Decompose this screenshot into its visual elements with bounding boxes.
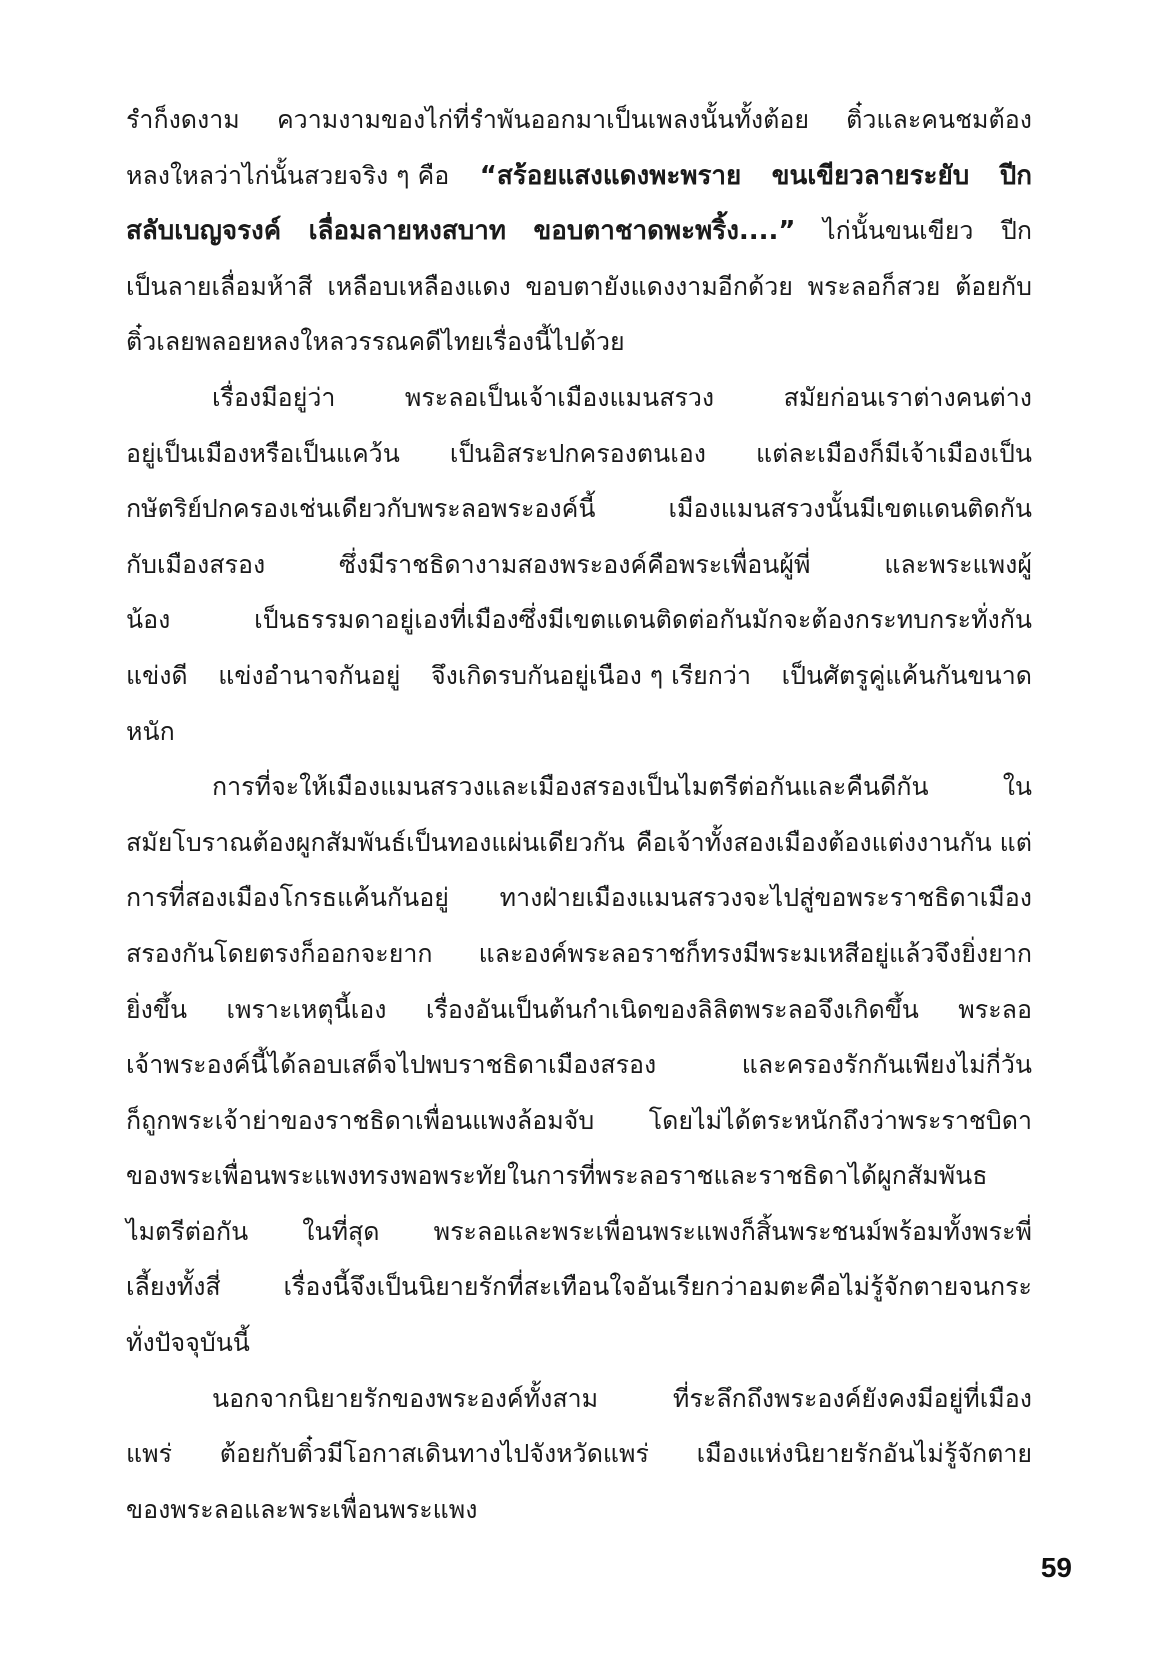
text-run: จึงเกิดรบกันอยู่เนือง ๆ เรียกว่า	[431, 660, 751, 690]
text-run: เป็นลายเลื่อมห้าสี	[126, 271, 313, 301]
text-run: การที่จะให้เมืองแมนสรวงและเมืองสรองเป็นไมตรีต่อกันและคืนดีกัน	[212, 772, 929, 802]
text-run: พระลอ	[958, 994, 1032, 1024]
text-run: น้อง	[126, 605, 171, 635]
text-line	[126, 148, 1032, 204]
quoted-bold-text: เลื่อมลายหงสบาท	[308, 216, 506, 247]
text-run: เมืองแมนสรวงนั้นมีเขตแดนติดกัน	[668, 494, 1032, 524]
text-run: ทั่งปัจจุบันนี้	[126, 1328, 250, 1358]
text-line	[126, 1093, 1032, 1149]
text-run: ต้อยกับ	[955, 271, 1032, 301]
text-run: เป็นอิสระปกครองตนเอง	[449, 438, 706, 468]
text-line	[126, 759, 1032, 815]
text-run: ติ๋วเลยพลอยหลงใหลวรรณคดีไทยเรื่องนี้ไปด้วย	[126, 327, 625, 357]
page-body-text	[126, 92, 1032, 1537]
text-run: ไมตรีต่อกัน	[126, 1216, 249, 1246]
text-run: สรองกันโดยตรงก็ออกจะยาก	[126, 938, 433, 968]
text-line	[126, 1426, 1032, 1482]
text-line	[126, 1148, 1032, 1204]
text-run: ทางฝ่ายเมืองแมนสรวงจะไปสู่ขอพระราชธิดาเมือง	[499, 883, 1032, 913]
text-run: ขอบตายังแดงงามอีกด้วย	[525, 271, 793, 301]
text-run: เหลือบเหลืองแดง	[327, 271, 511, 301]
text-line	[126, 870, 1032, 926]
text-line	[126, 92, 1032, 148]
text-run: ของพระเพื่อนพระแพงทรงพอพระทัยในการที่พระลอราชและราชธิดาได้ผูกสัมพันธ	[126, 1161, 988, 1191]
page-number: 59	[1040, 1552, 1072, 1583]
paragraph	[126, 92, 1032, 370]
text-line	[126, 704, 1032, 760]
text-line	[126, 815, 1032, 871]
text-run: ปีก	[1000, 216, 1032, 246]
text-run: แข่งดี	[126, 660, 188, 690]
text-line	[126, 1371, 1032, 1427]
text-run: แข่งอำนาจกันอยู่	[218, 660, 401, 690]
text-line	[126, 1037, 1032, 1093]
text-line	[126, 648, 1032, 704]
text-run: ของพระลอและพระเพื่อนพระแพง	[126, 1494, 478, 1524]
text-run: กษัตริย์ปกครองเช่นเดียวกับพระลอพระองค์นี้	[126, 494, 596, 524]
text-run: เลี้ยงทั้งสี่	[126, 1272, 221, 1302]
quoted-bold-text: สลับเบญจรงค์	[126, 216, 282, 247]
quoted-bold-text: ขนเขียวลายระยับ	[771, 160, 970, 191]
text-run: ความงามของไก่ที่รำพันออกมาเป็นเพลงนั้นทั้งต้อย	[276, 105, 809, 134]
text-run: โดยไม่ได้ตระหนักถึงว่าพระราชบิดา	[648, 1105, 1032, 1135]
text-run: พระลอก็สวย	[807, 271, 941, 301]
text-line	[126, 203, 1032, 259]
text-run: หนัก	[126, 716, 175, 746]
text-line	[126, 1482, 1032, 1538]
quoted-bold-text: ปีก	[999, 160, 1032, 191]
text-run: เรื่องนี้จึงเป็นนิยายรักที่สะเทือนใจอันเรียกว่าอมตะคือไม่รู้จักตายจนกระ	[283, 1272, 1032, 1302]
paragraph	[126, 370, 1032, 759]
text-run: พระลอและพระเพื่อนพระแพงก็สิ้นพระชนม์พร้อมทั้งพระพี่	[433, 1216, 1032, 1246]
text-line	[126, 926, 1032, 982]
text-line	[126, 1259, 1032, 1315]
text-line	[126, 537, 1032, 593]
text-run: หลงใหลว่าไก่นั้นสวยจริง ๆ คือ	[126, 160, 450, 190]
quoted-bold-text: ขอบตาชาดพะพริ้ง....”	[533, 216, 796, 247]
text-line	[126, 481, 1032, 537]
text-run: เรื่องมีอยู่ว่า	[212, 382, 336, 412]
text-run: และองค์พระลอราชก็ทรงมีพระมเหสีอยู่แล้วจึงยิ่งยาก	[478, 938, 1032, 968]
text-run: ใน	[1002, 772, 1032, 802]
text-run: และพระแพงผู้	[884, 549, 1032, 579]
text-line	[126, 259, 1032, 315]
text-run: ติ๋วและคนชมต้อง	[846, 105, 1032, 134]
text-run: กับเมืองสรอง	[126, 549, 266, 579]
text-run: สมัยโบราณต้องผูกสัมพันธ์เป็นทองแผ่นเดียวกัน	[126, 827, 625, 857]
text-run: ที่ระลึกถึงพระองค์ยังคงมีอยู่ที่เมือง	[672, 1383, 1032, 1413]
text-run: พระลอเป็นเจ้าเมืองแมนสรวง	[404, 382, 715, 412]
text-run: เป็นศัตรูคู่แค้นกันขนาด	[781, 660, 1032, 690]
paragraph	[126, 759, 1032, 1371]
text-run: การที่สองเมืองโกรธแค้นกันอยู่	[126, 883, 449, 913]
text-run: เพราะเหตุนี้เอง	[226, 994, 387, 1024]
text-run: ต้อยกับติ๋วมีโอกาสเดินทางไปจังหวัดแพร่	[219, 1439, 649, 1469]
text-line	[126, 1315, 1032, 1371]
text-run: รำก็งดงาม	[126, 105, 240, 134]
text-line	[126, 1204, 1032, 1260]
text-run: แต่ละเมืองก็มีเจ้าเมืองเป็น	[756, 438, 1032, 468]
text-line	[126, 370, 1032, 426]
text-run: ก็ถูกพระเจ้าย่าของราชธิดาเพื่อนแพงล้อมจับ	[126, 1105, 595, 1135]
paragraph	[126, 1371, 1032, 1538]
text-run: เมืองแห่งนิยายรักอันไม่รู้จักตาย	[696, 1439, 1032, 1469]
text-run: ไก่นั้นขนเขียว	[823, 216, 974, 246]
text-line	[126, 426, 1032, 482]
text-run: แพร่	[126, 1439, 173, 1469]
text-line	[126, 982, 1032, 1038]
text-run: เป็นธรรมดาอยู่เองที่เมืองซึ่งมีเขตแดนติดต่อกันมักจะต้องกระทบกระทั่งกัน	[254, 605, 1032, 635]
text-run: ยิ่งขึ้น	[126, 994, 188, 1024]
text-run: เรื่องอันเป็นต้นกำเนิดของลิลิตพระลอจึงเกิดขึ้น	[425, 994, 919, 1024]
text-run: เจ้าพระองค์นี้ได้ลอบเสด็จไปพบราชธิดาเมืองสรอง	[126, 1050, 657, 1080]
text-run: และครองรักกันเพียงไม่กี่วัน	[741, 1050, 1032, 1080]
text-run: คือเจ้าทั้งสองเมืองต้องแต่งงานกัน แต่	[635, 827, 1032, 857]
text-run: สมัยก่อนเราต่างคนต่าง	[783, 382, 1032, 412]
text-run: ซึ่งมีราชธิดางามสองพระองค์คือพระเพื่อนผู้พี่	[339, 549, 811, 579]
quoted-bold-text: “สร้อยแสงแดงพะพราย	[479, 160, 742, 191]
text-line	[126, 592, 1032, 648]
text-run: นอกจากนิยายรักของพระองค์ทั้งสาม	[212, 1383, 599, 1413]
text-run: ในที่สุด	[302, 1216, 380, 1246]
text-line	[126, 314, 1032, 370]
text-run: อยู่เป็นเมืองหรือเป็นแคว้น	[126, 438, 400, 468]
